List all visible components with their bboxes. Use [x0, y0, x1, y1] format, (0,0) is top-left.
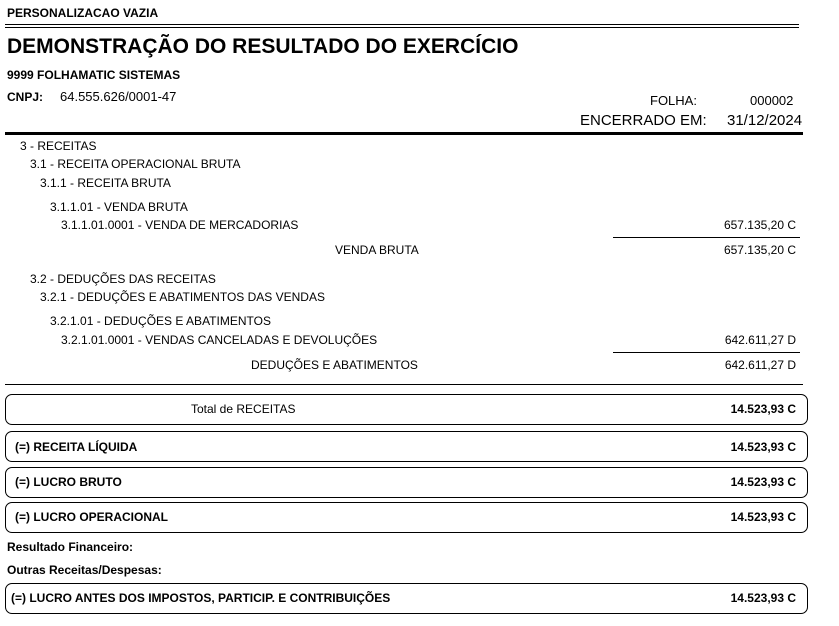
receita-liquida-box: [5, 431, 808, 462]
cnpj-label: CNPJ:: [7, 90, 44, 104]
deducoes-subtotal-label: DEDUÇÕES E ABATIMENTOS: [251, 358, 418, 372]
folha-value: 000002: [750, 93, 794, 108]
account-deducoes-receitas: 3.2 - DEDUÇÕES DAS RECEITAS: [30, 272, 216, 286]
lucro-bruto-box: [5, 467, 808, 498]
venda-bruta-subtotal-label: VENDA BRUTA: [335, 243, 419, 257]
account-deducoes-abatimentos-vendas: 3.2.1 - DEDUÇÕES E ABATIMENTOS DAS VENDAS: [40, 290, 325, 304]
account-venda-bruta: 3.1.1.01 - VENDA BRUTA: [50, 200, 188, 214]
venda-mercadorias-value: 657.135,20 C: [723, 218, 796, 232]
encerrado-value: 31/12/2024: [727, 112, 803, 129]
subtotal-rule-venda: [613, 237, 800, 238]
account-receita-bruta: 3.1.1 - RECEITA BRUTA: [40, 176, 171, 190]
venda-bruta-subtotal-value: 657.135,20 C: [723, 243, 796, 257]
lucro-antes-impostos-label: (=) LUCRO ANTES DOS IMPOSTOS, PARTICIP. E CONTRIBUIÇÕES: [11, 591, 391, 605]
account-receitas: 3 - RECEITAS: [20, 139, 97, 153]
vendas-canceladas-value: 642.611,27 D: [724, 333, 796, 347]
lucro-operacional-value: 14.523,93 C: [730, 510, 796, 524]
personalizacao-label: PERSONALIZACAO VAZIA: [7, 6, 159, 20]
company-name: 9999 FOLHAMATIC SISTEMAS: [7, 68, 181, 82]
lucro-operacional-label: (=) LUCRO OPERACIONAL: [15, 510, 168, 524]
receita-liquida-label: (=) RECEITA LÍQUIDA: [15, 440, 138, 454]
folha-label: FOLHA:: [650, 93, 697, 108]
lucro-bruto-value: 14.523,93 C: [730, 475, 796, 489]
account-venda-mercadorias: 3.1.1.01.0001 - VENDA DE MERCADORIAS: [61, 218, 299, 232]
section-divider: [5, 384, 803, 385]
lucro-antes-impostos-box: [5, 583, 808, 614]
page-title: DEMONSTRAÇÃO DO RESULTADO DO EXERCÍCIO: [7, 35, 519, 58]
lucro-antes-impostos-value: 14.523,93 C: [730, 591, 796, 605]
lucro-operacional-box: [5, 502, 808, 533]
header-rule-top-1: [5, 24, 799, 25]
encerrado-label: ENCERRADO EM:: [580, 112, 707, 129]
subtotal-rule-deducoes: [613, 352, 800, 353]
cnpj-value: 64.555.626/0001-47: [60, 89, 177, 104]
account-receita-operacional-bruta: 3.1 - RECEITA OPERACIONAL BRUTA: [30, 157, 241, 171]
total-receitas-box: [5, 394, 808, 425]
outras-receitas-label: Outras Receitas/Despesas:: [7, 563, 162, 577]
header-rule-thick: [5, 132, 803, 135]
lucro-bruto-label: (=) LUCRO BRUTO: [15, 475, 122, 489]
account-vendas-canceladas: 3.2.1.01.0001 - VENDAS CANCELADAS E DEVOLUÇÕES: [61, 333, 378, 347]
total-receitas-label: Total de RECEITAS: [191, 402, 296, 416]
account-deducoes-abatimentos: 3.2.1.01 - DEDUÇÕES E ABATIMENTOS: [50, 314, 271, 328]
receita-liquida-value: 14.523,93 C: [730, 440, 796, 454]
header-rule-top-2: [5, 27, 799, 28]
resultado-financeiro-label: Resultado Financeiro:: [7, 540, 134, 554]
total-receitas-value: 14.523,93 C: [730, 402, 796, 416]
deducoes-subtotal-value: 642.611,27 D: [724, 358, 796, 372]
